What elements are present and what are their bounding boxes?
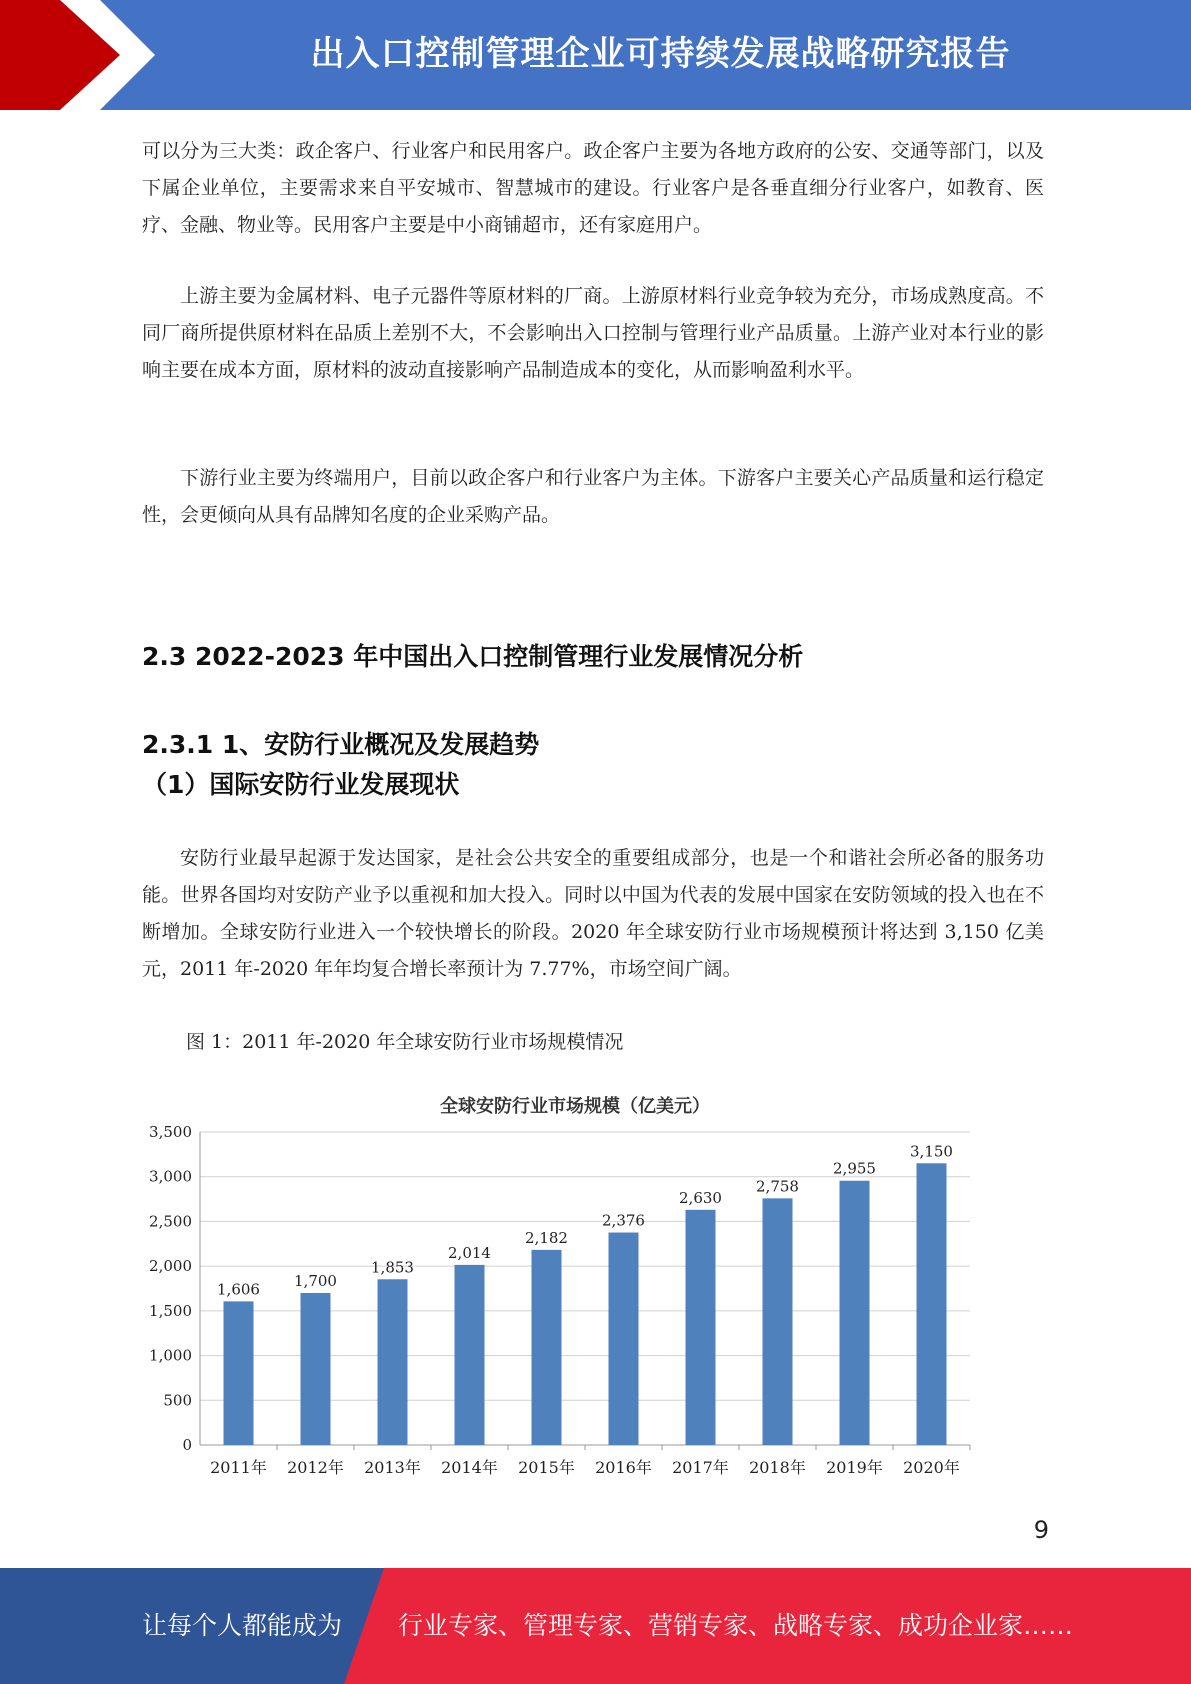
subsection-heading: 2.3.1 1、安防行业概况及发展趋势 bbox=[142, 730, 540, 759]
x-tick-label: 2018年 bbox=[749, 1458, 806, 1477]
y-tick-label: 500 bbox=[163, 1391, 192, 1410]
header-banner bbox=[0, 0, 1191, 110]
figure-caption: 图 1：2011 年-2020 年全球安防行业市场规模情况 bbox=[186, 1031, 624, 1053]
data-label: 2,955 bbox=[833, 1159, 876, 1178]
bar bbox=[532, 1250, 562, 1445]
bar bbox=[686, 1210, 716, 1445]
bar bbox=[301, 1293, 331, 1445]
bar bbox=[840, 1181, 870, 1445]
x-tick-label: 2014年 bbox=[441, 1458, 498, 1477]
bar-chart-svg bbox=[150, 1090, 990, 1490]
y-tick-label: 3,000 bbox=[150, 1167, 192, 1186]
bar-chart bbox=[150, 1090, 990, 1490]
chart-y-axis bbox=[150, 1123, 200, 1454]
data-label: 3,150 bbox=[910, 1142, 953, 1161]
x-tick-label: 2016年 bbox=[595, 1458, 652, 1477]
data-label: 2,376 bbox=[602, 1211, 645, 1230]
bar bbox=[609, 1233, 639, 1445]
x-tick-label: 2020年 bbox=[903, 1458, 960, 1477]
data-label: 1,606 bbox=[217, 1280, 260, 1299]
x-tick-label: 2017年 bbox=[672, 1458, 729, 1477]
data-label: 2,758 bbox=[756, 1177, 799, 1196]
y-tick-label: 3,500 bbox=[150, 1123, 192, 1141]
y-tick-label: 2,500 bbox=[150, 1212, 192, 1231]
footer-slogan-left: 让每个人都能成为 bbox=[142, 1611, 343, 1640]
bar bbox=[763, 1198, 793, 1445]
x-tick-label: 2019年 bbox=[826, 1458, 883, 1477]
paragraph-downstream: 下游行业主要为终端用户，目前以政企客户和行业客户为主体。下游客户主要关心产品质量和运行稳定性，会更倾向从具有品牌知名度的企业采购产品。 bbox=[142, 467, 1044, 526]
bar bbox=[917, 1163, 947, 1445]
data-label: 2,182 bbox=[525, 1228, 568, 1247]
y-tick-label: 1,000 bbox=[150, 1346, 192, 1365]
chart-title: 全球安防行业市场规模（亿美元） bbox=[440, 1096, 710, 1117]
paragraph-upstream: 上游主要为金属材料、电子元器件等原材料的厂商。上游原材料行业竞争较为充分，市场成熟度高。不同厂商所提供原材料在品质上差别不大，不会影响出入口控制与管理行业产品质量。上游产业对本行业的影响主要在成本方面，原材料的波动直接影响产品制造成本的变化，从而影响盈利水平。 bbox=[142, 285, 1044, 381]
data-label: 1,700 bbox=[294, 1271, 337, 1290]
y-tick-label: 0 bbox=[182, 1436, 192, 1454]
paragraph-international-security: 安防行业最早起源于发达国家，是社会公共安全的重要组成部分，也是一个和谐社会所必备的服务功能。世界各国均对安防产业予以重视和加大投入。同时以中国为代表的发展中国家在安防领域的投入也在不断增加。全球安防行业进入一个较快增长的阶段。2020 年全球安防行业市场规模预计将达到 3,150 亿美元，2011 年-2020 年年均复合增长率预计为 7.77%，市场空间广阔。 bbox=[142, 847, 1044, 980]
bar bbox=[455, 1265, 485, 1445]
body-text-block-4 bbox=[142, 840, 1044, 988]
footer-slogan-right: 行业专家、管理专家、营销专家、战略专家、成功企业家…… bbox=[398, 1611, 1074, 1640]
data-label: 1,853 bbox=[371, 1258, 414, 1277]
y-tick-label: 2,000 bbox=[150, 1257, 192, 1276]
body-text-block-1 bbox=[142, 133, 1044, 244]
data-label: 2,014 bbox=[448, 1243, 491, 1262]
paragraph-customers: 可以分为三大类：政企客户、行业客户和民用客户。政企客户主要为各地方政府的公安、交通等部门，以及下属企业单位，主要需求来自平安城市、智慧城市的建设。行业客户是各垂直细分行业客户，如教育、医疗、金融、物业等。民用客户主要是中小商铺超市，还有家庭用户。 bbox=[142, 140, 1044, 236]
section-heading: 2.3 2022-2023 年中国出入口控制管理行业发展情况分析 bbox=[142, 642, 804, 671]
x-tick-label: 2012年 bbox=[287, 1458, 344, 1477]
bar bbox=[378, 1279, 408, 1445]
body-text-block-3 bbox=[142, 460, 1044, 534]
x-tick-label: 2013年 bbox=[364, 1458, 421, 1477]
x-tick-label: 2015年 bbox=[518, 1458, 575, 1477]
page-number: 9 bbox=[1033, 1516, 1049, 1544]
data-label: 2,630 bbox=[679, 1188, 722, 1207]
chart-x-axis bbox=[210, 1445, 970, 1477]
bar bbox=[224, 1301, 254, 1445]
x-tick-label: 2011年 bbox=[210, 1458, 267, 1477]
chart-bars bbox=[224, 1163, 947, 1445]
report-title: 出入口控制管理企业可持续发展战略研究报告 bbox=[310, 34, 1011, 74]
body-text-block-2 bbox=[142, 278, 1044, 389]
y-tick-label: 1,500 bbox=[150, 1301, 192, 1320]
footer-banner bbox=[0, 1568, 1191, 1684]
subsection-heading-international: （1）国际安防行业发展现状 bbox=[142, 770, 460, 799]
